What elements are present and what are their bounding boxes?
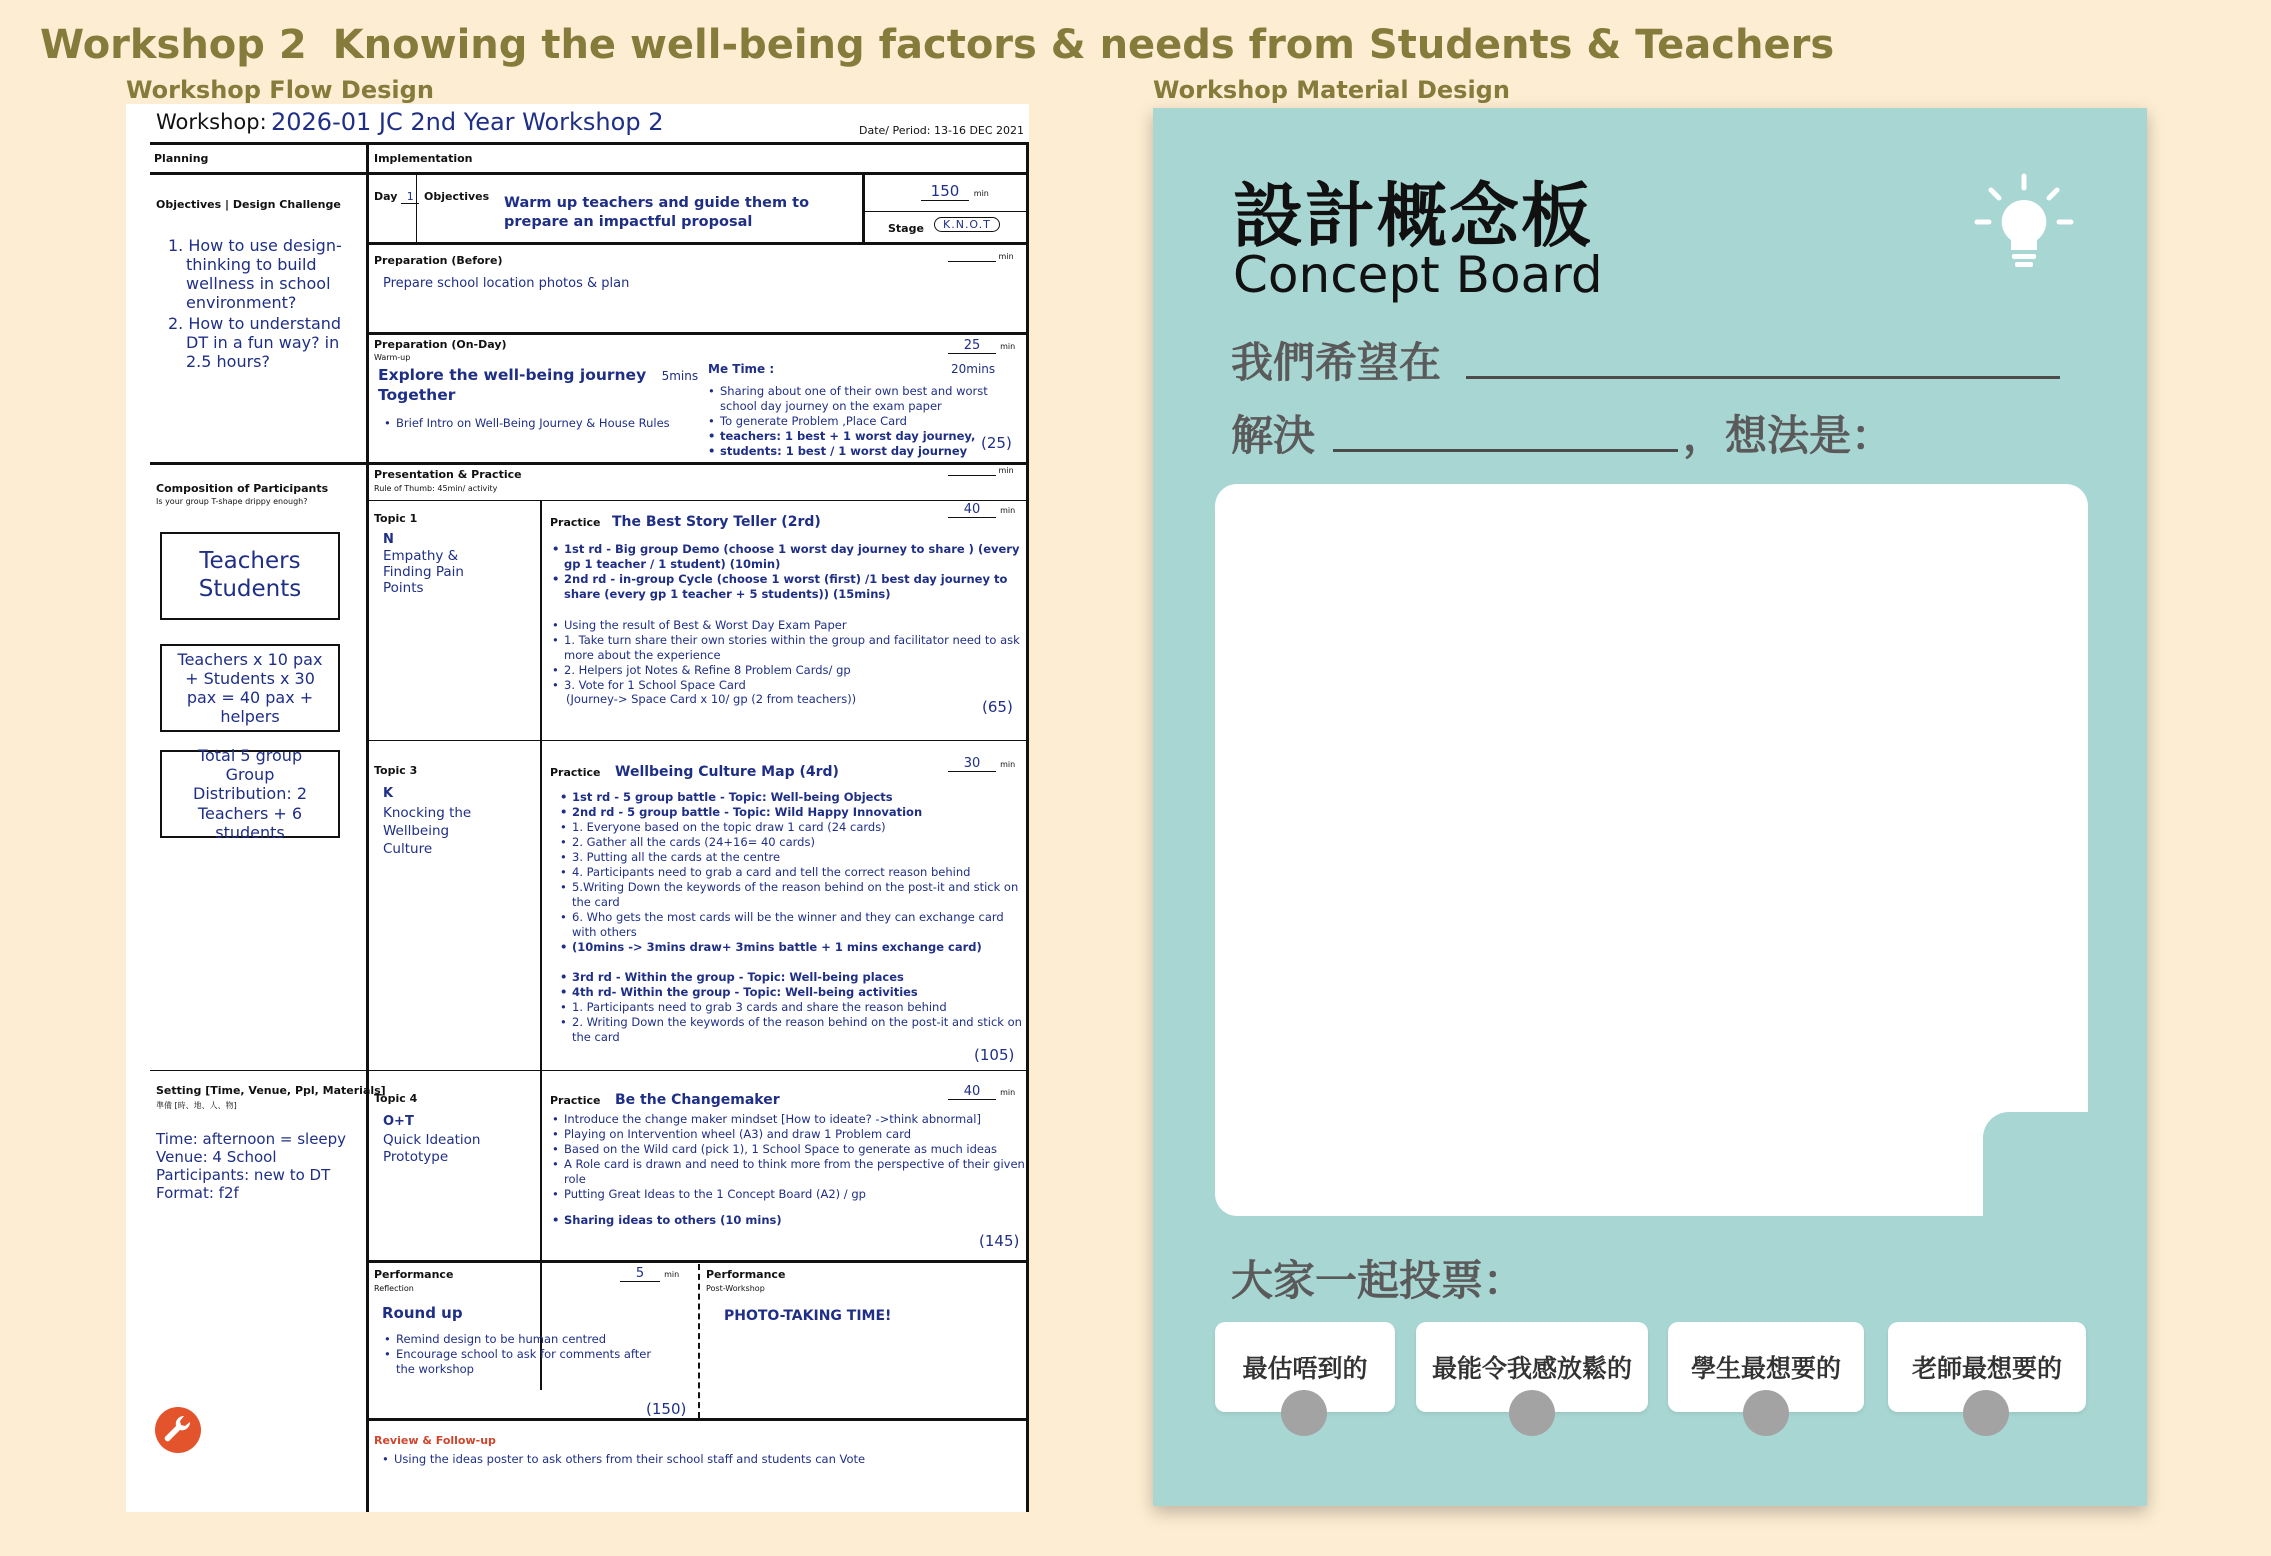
warm-up-label: Warm-up [374,353,411,362]
topic-1-name: Empathy & Finding Pain Points [383,548,464,596]
list-item: • 2. Gather all the cards (24+16= 40 cards) [558,835,1024,850]
divider [1026,142,1029,1512]
list-item: • 4. Participants need to grab a card and tell the correct reason behind [558,865,1024,880]
workshop-flow-sheet [126,104,1029,1512]
total-minutes: 150 min [921,182,989,201]
list-item: • 1. Participants need to grab 3 cards and share the reason behind [558,1000,1024,1015]
divider [366,740,1029,741]
list-item: • teachers: 1 best + 1 worst day journey, [706,429,1021,444]
implementation-header: Implementation [374,152,473,165]
paper-notch [1983,1112,2123,1252]
stage-badge: K.N.O.T [934,217,1000,232]
topic-1-letter: N [383,532,394,547]
setting-lines [156,1130,346,1202]
list-item: • 2. Writing Down the keywords of the reason behind on the post-it and stick on the card [558,1015,1024,1045]
prep-before-text: Prepare school location photos & plan [383,276,630,291]
list-item: • 1st rd - 5 group battle - Topic: Well-being Objects [558,790,1024,805]
list-item: • Using the result of Best & Worst Day Exam Paper [550,618,1020,633]
workshop-number: Workshop 2 [40,22,307,68]
list-item: • To generate Problem ,Place Card [706,414,1021,429]
vote-sticker-dot [1281,1390,1327,1436]
objective-item: 2. How to understand DT in a fun way? in 2.5 hours? [168,314,342,371]
me-time-mins: 20mins [951,362,996,376]
presentation-sub: Rule of Thumb: 45min/ activity [374,484,498,493]
list-item: • students: 1 best / 1 worst day journey [706,444,1021,459]
vote-option-relaxing: 最能令我感放鬆的 [1416,1322,1648,1412]
list-item: • 1. Everyone based on the topic draw 1 card (24 cards) [558,820,1024,835]
planning-header: Planning [154,152,209,165]
running-count: (145) [979,1232,1020,1250]
roundup-title: Round up [382,1304,463,1322]
review-label: Review & Follow-up [374,1434,496,1447]
setting-item: Time: afternoon = sleepy [156,1130,347,1148]
list-item: • 1. Take turn share their own stories within the group and facilitator need to ask more about the experience [550,633,1020,663]
list-item: • Sharing ideas to others (10 mins) [550,1213,1026,1228]
list-item: • 3. Putting all the cards at the centre [558,850,1024,865]
topic-4-letter: O+T [383,1114,414,1129]
list-item: • 6. Who gets the most cards will be the winner and they can exchange card with others [558,910,1024,940]
running-count: (150) [646,1400,687,1418]
photo-time: PHOTO-TAKING TIME! [724,1308,892,1324]
workshop-label: Workshop: [156,110,267,134]
practice-label: Practice [550,516,601,529]
list-item: • Playing on Intervention wheel (A3) and draw 1 Problem card [550,1127,1026,1142]
lightbulb-icon [1969,170,2079,280]
divider [150,172,1029,175]
list-item: • 2. Helpers jot Notes & Refine 8 Problem Cards/ gp [550,663,1020,678]
reflection-label: Reflection [374,1284,414,1293]
topic-3-label: Topic 3 [374,764,418,777]
setting-label: Setting [Time, Venue, Ppl, Materials] [156,1084,386,1097]
prep-onday-min: 25 min [948,338,1015,354]
objective-item: 1. How to use design-thinking to build wellness in school environment? [168,236,342,312]
list-item: • 2nd rd - 5 group battle - Topic: Wild Happy Innovation [558,805,1024,820]
practice-4-title: Be the Changemaker [615,1092,780,1108]
hope-prompt: 我們希望在 [1231,338,1442,387]
flow-design-label: Workshop Flow Design [126,76,434,104]
participant-count-box: Teachers x 10 pax + Students x 30 pax = 40 pax + helpers [160,644,340,732]
list-item: • Remind design to be human centred [382,1332,672,1347]
vote-sticker-dot [1509,1390,1555,1436]
performance-label: Performance [374,1268,454,1281]
list-item: • 3. Vote for 1 School Space Card [550,678,1020,693]
date-period: Date/ Period: 13-16 DEC 2021 [859,124,1025,137]
post-workshop-label: Post-Workshop [706,1284,765,1293]
divider [540,500,542,1390]
running-count: (105) [974,1046,1015,1064]
divider [366,500,1029,501]
me-time-bullets [706,384,1021,459]
practice-1-min: 40 min [948,502,1015,518]
topic-4-label: Topic 4 [374,1092,418,1105]
divider [862,211,1028,212]
list-item: • Introduce the change maker mindset [How to ideate? ->think abnormal] [550,1112,1026,1127]
list-item: • (10mins -> 3mins draw+ 3mins battle + 1 mins exchange card) [558,940,1024,955]
setting-item: Venue: 4 School [156,1148,277,1166]
composition-sub: Is your group T-shape drippy enough? [156,497,308,506]
roundup-bullets [382,1332,672,1377]
divider [366,1418,1029,1421]
me-time-label: Me Time : [708,362,775,376]
idea-prompt: ，想法是： [1683,411,1894,460]
concept-board [1153,108,2147,1506]
presentation-label: Presentation & Practice [374,468,522,481]
explore-title-2: Together [378,386,456,404]
teachers-label: Teachers [199,548,301,575]
divider [366,242,1029,245]
list-item: • 1st rd - Big group Demo (choose 1 worst day journey to share ) (every gp 1 teacher / 1 student) (10min) [550,542,1020,572]
divider [150,462,1029,465]
divider [366,332,1029,335]
workshop-title: Knowing the well-being factors & needs from Students & Teachers [332,22,1835,68]
presentation-min: min [948,466,1014,476]
performance-min: 5 min [620,1266,679,1282]
practice-3-bullets-b [558,970,1024,1045]
practice-3-bullets-a [558,790,1024,955]
practice-1-bullets-b [550,618,1020,693]
list-item: • Using the ideas poster to ask others from their school staff and students can Vote [380,1452,1020,1467]
board-title-cn: 設計概念板 [1233,175,1593,257]
stage-label: Stage [888,222,924,235]
explore-title: Explore the well-being journey 5mins [378,366,699,384]
list-item: • Sharing about one of their own best and worst school day journey on the exam paper [706,384,1021,414]
practice-4-min: 40 min [948,1084,1015,1100]
solve-prompt: 解決 [1231,411,1316,460]
setting-sub: 準備 [時、地、人、物] [156,1101,237,1110]
review-bullets [380,1452,1020,1467]
workshop-name: 2026-01 JC 2nd Year Workshop 2 [271,108,664,136]
list-item: • Encourage school to ask for comments after the workshop [382,1347,672,1377]
prep-before-label: Preparation (Before) [374,254,503,267]
concept-paper-area [1215,484,2088,1216]
list-item: • Putting Great Ideas to the 1 Concept Board (A2) / gp [550,1187,1026,1202]
group-distribution-box: Total 5 group Group Distribution: 2 Teachers + 6 students [160,750,340,838]
vote-option-teachers: 老師最想要的 [1888,1322,2086,1412]
material-design-label: Workshop Material Design [1153,76,1510,104]
vote-option-students: 學生最想要的 [1668,1322,1864,1412]
performance-2-label: Performance [706,1268,786,1281]
prep-onday-label: Preparation (On-Day) [374,338,507,351]
divider [366,142,369,1512]
vote-sticker-dot [1743,1390,1789,1436]
divider [698,1264,700,1418]
divider [366,1260,1029,1263]
topic-4-name: Quick Ideation Prototype [383,1132,481,1165]
divider [862,172,865,242]
objectives-label: Objectives [424,190,490,203]
students-label: Students [198,576,302,602]
list-item: • Brief Intro on Well-Being Journey & House Rules [382,416,712,431]
composition-label: Composition of Participants [156,482,329,495]
objectives-text: Warm up teachers and guide them to prepare an impactful proposal [504,195,810,230]
topic-3-letter: K [383,786,394,801]
practice-3-min: 30 min [948,756,1015,772]
practice-3-title: Wellbeing Culture Map (4rd) [615,764,839,780]
practice-label: Practice [550,766,601,779]
list-item: • A Role card is drawn and need to think more from the perspective of their given role [550,1157,1026,1187]
list-item: • 2nd rd - in-group Cycle (choose 1 worst (first) /1 best day journey to share (every gp 1 teacher + 5 students)) (15mins) [550,572,1020,602]
objectives-heading: Objectives | Design Challenge [156,198,341,211]
setting-item: Participants: new to DT [156,1166,331,1184]
practice-4-bullets [550,1112,1026,1228]
participants-box [160,532,340,620]
list-item: • 4th rd- Within the group - Topic: Well-being activities [558,985,1024,1000]
explore-bullets [382,416,712,431]
topic-1-label: Topic 1 [374,512,418,525]
vote-sticker-dot [1963,1390,2009,1436]
practice-1-bullets-a [550,542,1020,602]
page-title [40,22,1834,68]
wrench-logo-icon [154,1406,202,1454]
vote-title: 大家一起投票： [1231,1256,1526,1305]
setting-item: Format: f2f [156,1184,239,1202]
topic-3-name: Knocking the Wellbeing Culture [383,805,472,857]
list-item: • 3rd rd - Within the group - Topic: Well-being places [558,970,1024,985]
prep-before-min: min [948,252,1014,262]
fill-line [1466,376,2060,379]
fill-line [1333,449,1678,452]
list-item: • Based on the Wild card (pick 1), 1 School Space to generate as much ideas [550,1142,1026,1157]
practice-1-note: (Journey-> Space Card x 10/ gp (2 from teachers)) [566,692,857,706]
running-count: (65) [982,698,1013,716]
day-label: Day 1 [374,190,419,204]
divider [150,1070,1029,1071]
divider [416,172,417,242]
divider [150,142,1029,145]
board-title-en: Concept Board [1233,246,1603,304]
vote-option-unexpected: 最估唔到的 [1215,1322,1395,1412]
objectives-list [168,236,358,371]
running-count: (25) [981,434,1012,452]
practice-label: Practice [550,1094,601,1107]
list-item: • 5.Writing Down the keywords of the reason behind on the post-it and stick on the card [558,880,1024,910]
practice-1-title: The Best Story Teller (2rd) [612,514,821,530]
